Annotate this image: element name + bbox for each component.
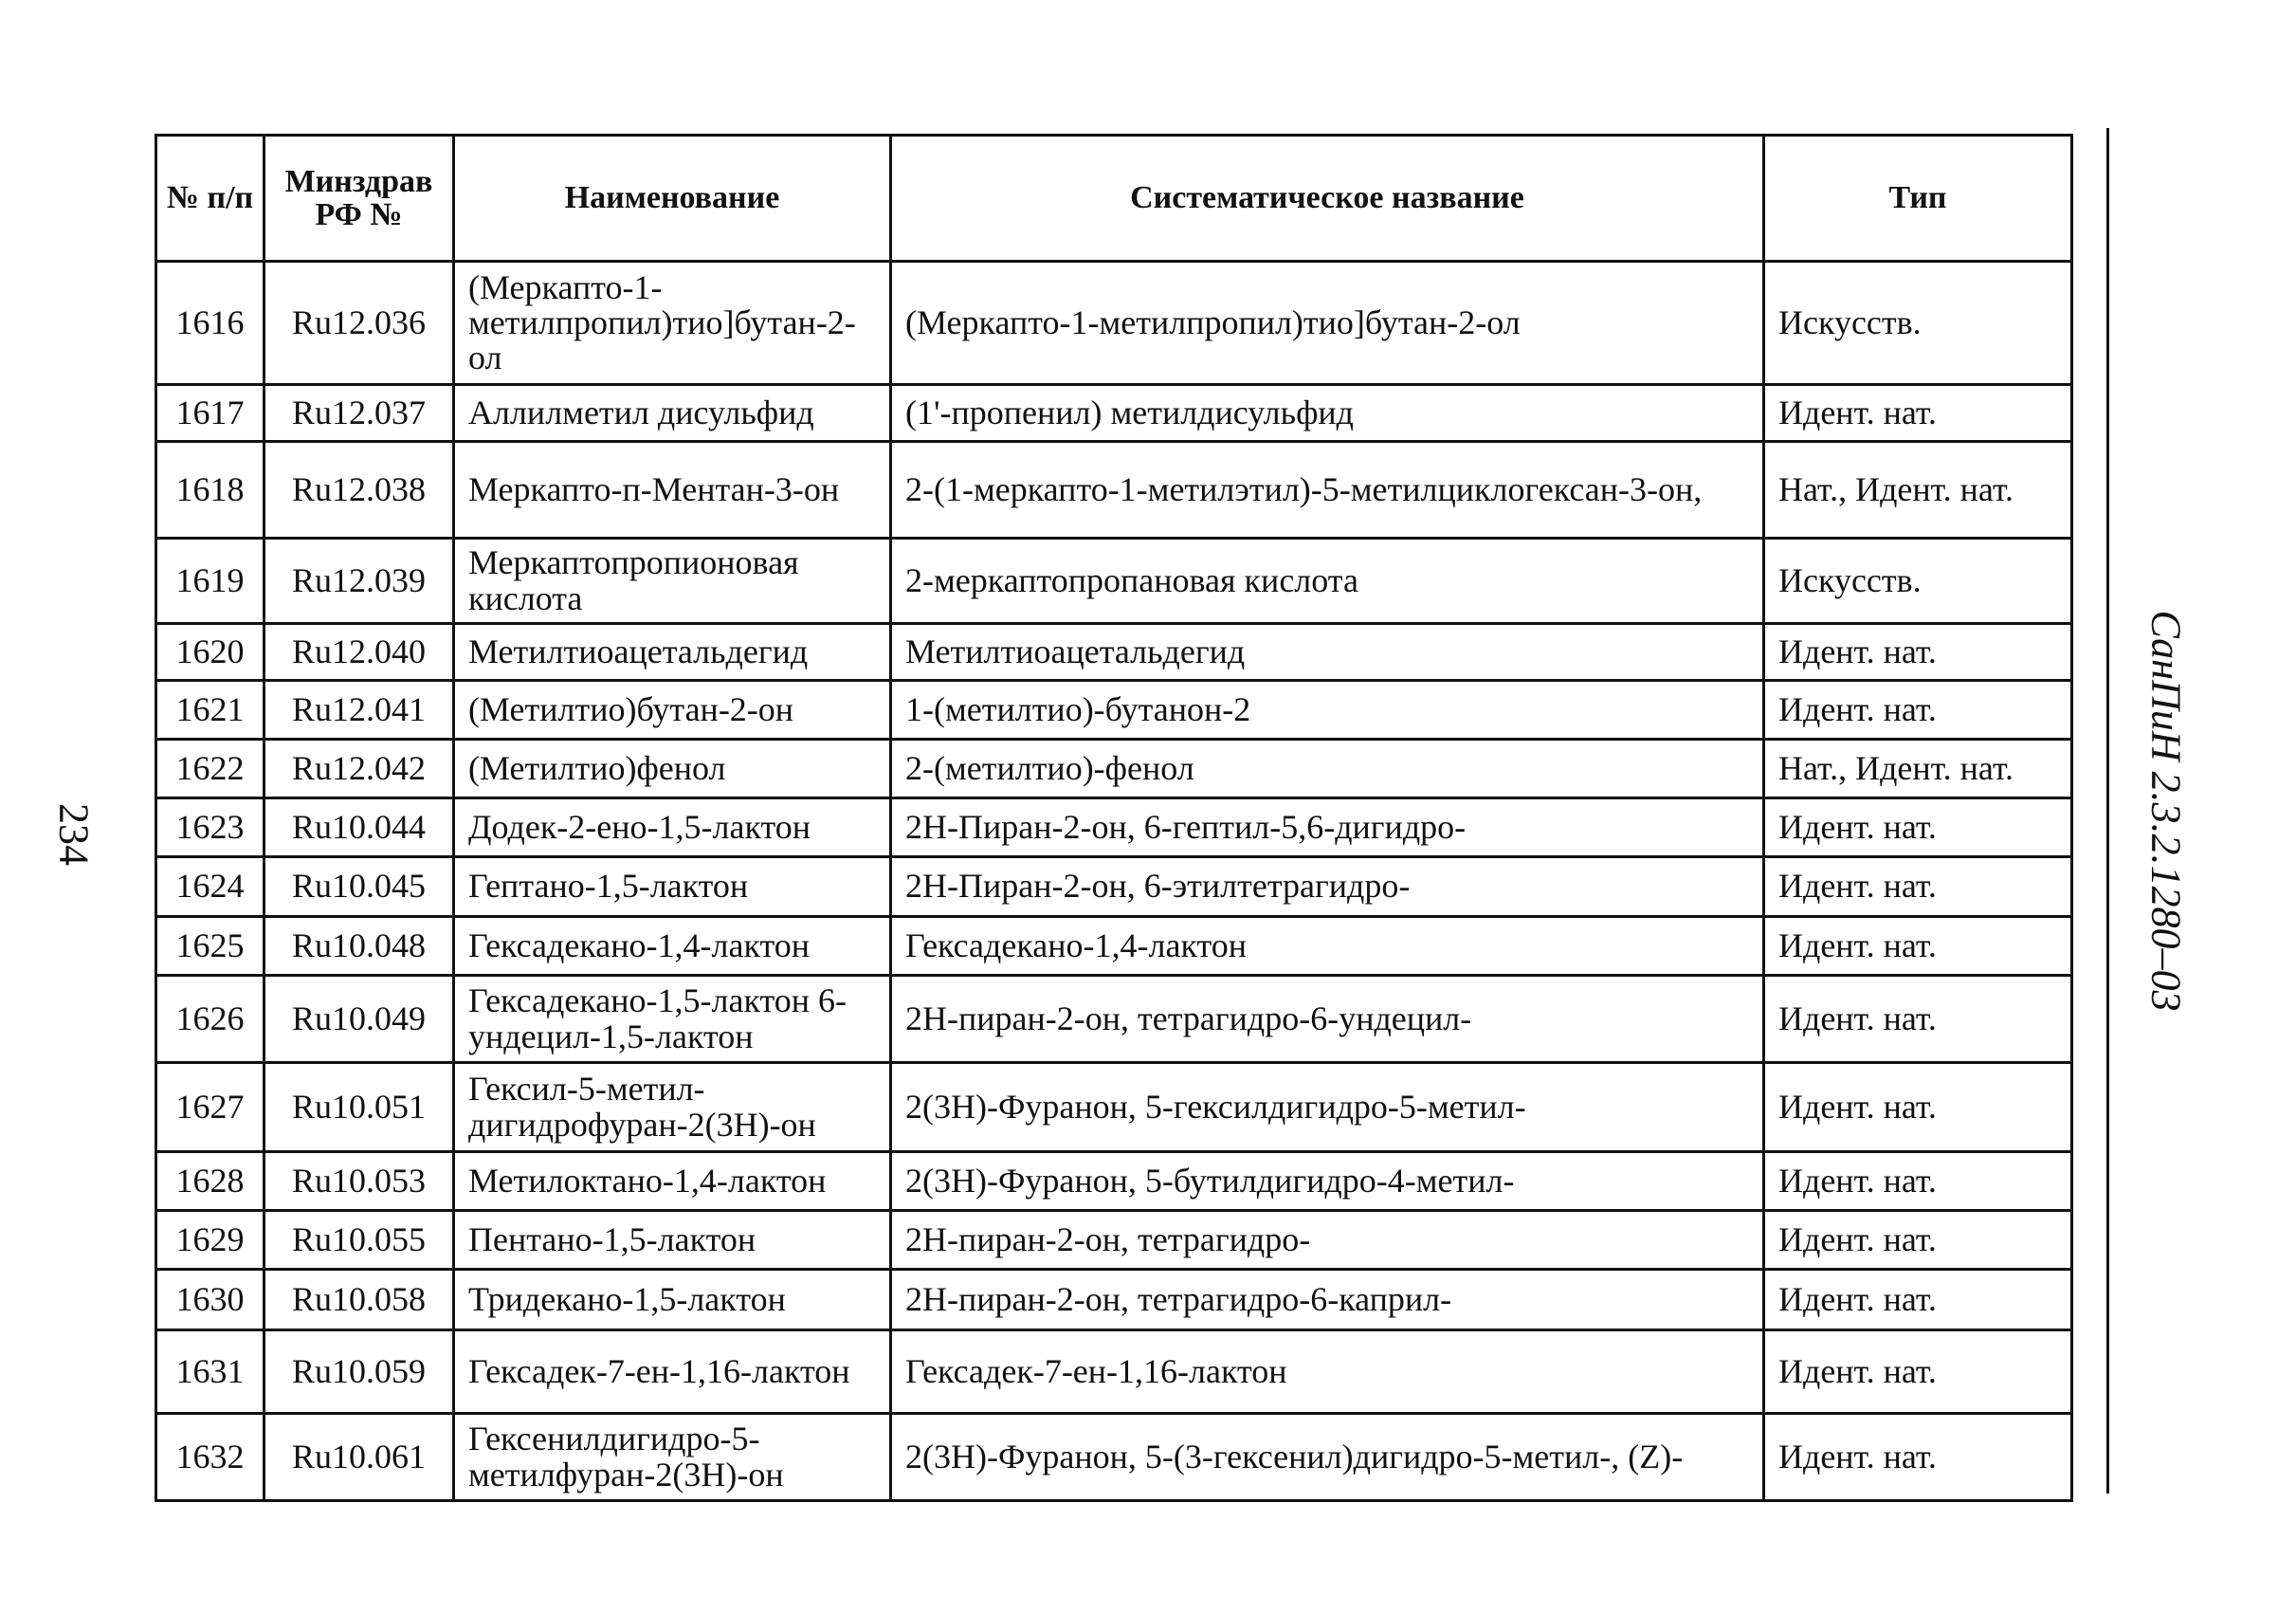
cell-num: 1619: [156, 539, 264, 624]
cell-code: Ru10.053: [264, 1152, 454, 1211]
substances-table: [155, 134, 2073, 1502]
cell-systematic: Гексадек-7-ен-1,16-лактон: [891, 1330, 1764, 1414]
cell-num: 1624: [156, 857, 264, 917]
table-row: [156, 539, 2072, 624]
cell-name: Гексил-5-метил-дигидрофуран-2(3Н)-он: [454, 1063, 891, 1152]
cell-name: Гексадекано-1,4-лактон: [454, 917, 891, 976]
cell-type: Искусств.: [1764, 539, 2072, 624]
cell-name: Меркаптопропионовая кислота: [454, 539, 891, 624]
cell-num: 1623: [156, 798, 264, 857]
cell-num: 1617: [156, 385, 264, 442]
cell-code: Ru10.045: [264, 857, 454, 917]
cell-name: Меркапто-п-Ментан-3-он: [454, 442, 891, 539]
cell-num: 1629: [156, 1211, 264, 1270]
cell-num: 1628: [156, 1152, 264, 1211]
cell-type: Идент. нат.: [1764, 798, 2072, 857]
header-num: № п/п: [156, 136, 264, 262]
cell-systematic: 2(3Н)-Фуранон, 5-бутилдигидро-4-метил-: [891, 1152, 1764, 1211]
cell-systematic: (Меркапто-1-метилпропил)тио]бутан-2-ол: [891, 262, 1764, 385]
cell-code: Ru12.039: [264, 539, 454, 624]
cell-type: Идент. нат.: [1764, 976, 2072, 1063]
table-row: [156, 1270, 2072, 1330]
cell-code: Ru10.049: [264, 976, 454, 1063]
cell-name: (Метилтио)бутан-2-он: [454, 681, 891, 740]
cell-num: 1616: [156, 262, 264, 385]
cell-type: Нат., Идент. нат.: [1764, 442, 2072, 539]
cell-code: Ru12.037: [264, 385, 454, 442]
cell-type: Идент. нат.: [1764, 917, 2072, 976]
cell-name: Тридекано-1,5-лактон: [454, 1270, 891, 1330]
table-body: [156, 262, 2072, 1501]
cell-name: Гексадек-7-ен-1,16-лактон: [454, 1330, 891, 1414]
cell-name: Гептано-1,5-лактон: [454, 857, 891, 917]
cell-type: Идент. нат.: [1764, 1330, 2072, 1414]
table-row: [156, 624, 2072, 681]
cell-type: Идент. нат.: [1764, 385, 2072, 442]
header-type: Тип: [1764, 136, 2072, 262]
table-row: [156, 1330, 2072, 1414]
cell-num: 1630: [156, 1270, 264, 1330]
cell-code: Ru12.036: [264, 262, 454, 385]
cell-code: Ru12.038: [264, 442, 454, 539]
table-row: [156, 1414, 2072, 1501]
cell-num: 1621: [156, 681, 264, 740]
cell-systematic: Гексадекано-1,4-лактон: [891, 917, 1764, 976]
header-row: [156, 136, 2072, 262]
cell-code: Ru10.051: [264, 1063, 454, 1152]
table-row: [156, 1063, 2072, 1152]
cell-name: Аллилметил дисульфид: [454, 385, 891, 442]
cell-name: Метилоктано-1,4-лактон: [454, 1152, 891, 1211]
cell-name: (Меркапто-1-метилпропил)тио]бутан-2-ол: [454, 262, 891, 385]
cell-code: Ru12.041: [264, 681, 454, 740]
cell-num: 1622: [156, 740, 264, 798]
cell-type: Искусств.: [1764, 262, 2072, 385]
table-row: [156, 1211, 2072, 1270]
cell-num: 1618: [156, 442, 264, 539]
table-row: [156, 798, 2072, 857]
cell-name: Додек-2-ено-1,5-лактон: [454, 798, 891, 857]
cell-name: Гексадекано-1,5-лактон 6-ундецил-1,5-лактон: [454, 976, 891, 1063]
running-head: СанПиН 2.3.2.1280–03: [2142, 610, 2190, 1012]
margin-rule: [2106, 128, 2109, 1494]
cell-num: 1631: [156, 1330, 264, 1414]
table-row: [156, 917, 2072, 976]
cell-name: Метилтиоацетальдегид: [454, 624, 891, 681]
table-row: [156, 262, 2072, 385]
cell-type: Идент. нат.: [1764, 1152, 2072, 1211]
cell-systematic: 2Н-Пиран-2-он, 6-гептил-5,6-дигидро-: [891, 798, 1764, 857]
cell-systematic: 2Н-пиран-2-он, тетрагидро-6-каприл-: [891, 1270, 1764, 1330]
cell-type: Идент. нат.: [1764, 1211, 2072, 1270]
cell-code: Ru10.061: [264, 1414, 454, 1501]
cell-systematic: 2Н-пиран-2-он, тетрагидро-: [891, 1211, 1764, 1270]
table-row: [156, 976, 2072, 1063]
cell-code: Ru10.058: [264, 1270, 454, 1330]
cell-systematic: 2Н-пиран-2-он, тетрагидро-6-ундецил-: [891, 976, 1764, 1063]
cell-name: Пентано-1,5-лактон: [454, 1211, 891, 1270]
cell-code: Ru10.044: [264, 798, 454, 857]
cell-type: Идент. нат.: [1764, 624, 2072, 681]
cell-type: Идент. нат.: [1764, 1414, 2072, 1501]
table-row: [156, 442, 2072, 539]
cell-systematic: 2-(1-меркапто-1-метилэтил)-5-метилциклогексан-3-он,: [891, 442, 1764, 539]
cell-systematic: 2(3Н)-Фуранон, 5-гексилдигидро-5-метил-: [891, 1063, 1764, 1152]
cell-type: Идент. нат.: [1764, 681, 2072, 740]
cell-systematic: 2(3Н)-Фуранон, 5-(3-гексенил)дигидро-5-метил-, (Z)-: [891, 1414, 1764, 1501]
table-header: [156, 136, 2072, 262]
header-systematic: Систематическое название: [891, 136, 1764, 262]
cell-systematic: 2Н-Пиран-2-он, 6-этилтетрагидро-: [891, 857, 1764, 917]
cell-num: 1626: [156, 976, 264, 1063]
cell-systematic: 1-(метилтио)-бутанон-2: [891, 681, 1764, 740]
cell-systematic: Метилтиоацетальдегид: [891, 624, 1764, 681]
table-row: [156, 1152, 2072, 1211]
cell-type: Идент. нат.: [1764, 1063, 2072, 1152]
cell-type: Идент. нат.: [1764, 1270, 2072, 1330]
cell-type: Нат., Идент. нат.: [1764, 740, 2072, 798]
cell-num: 1627: [156, 1063, 264, 1152]
cell-name: Гексенилдигидро-5-метилфуран-2(3Н)-он: [454, 1414, 891, 1501]
header-code: Минздрав РФ №: [264, 136, 454, 262]
cell-systematic: (1'-пропенил) метилдисульфид: [891, 385, 1764, 442]
table-row: [156, 857, 2072, 917]
page-number: 234: [50, 803, 98, 866]
cell-systematic: 2-(метилтио)-фенол: [891, 740, 1764, 798]
cell-code: Ru12.040: [264, 624, 454, 681]
table-row: [156, 740, 2072, 798]
header-name: Наименование: [454, 136, 891, 262]
cell-code: Ru10.048: [264, 917, 454, 976]
table-row: [156, 681, 2072, 740]
table-row: [156, 385, 2072, 442]
cell-code: Ru10.059: [264, 1330, 454, 1414]
cell-type: Идент. нат.: [1764, 857, 2072, 917]
cell-name: (Метилтио)фенол: [454, 740, 891, 798]
cell-code: Ru12.042: [264, 740, 454, 798]
cell-code: Ru10.055: [264, 1211, 454, 1270]
cell-num: 1625: [156, 917, 264, 976]
cell-num: 1632: [156, 1414, 264, 1501]
cell-systematic: 2-меркаптопропановая кислота: [891, 539, 1764, 624]
cell-num: 1620: [156, 624, 264, 681]
